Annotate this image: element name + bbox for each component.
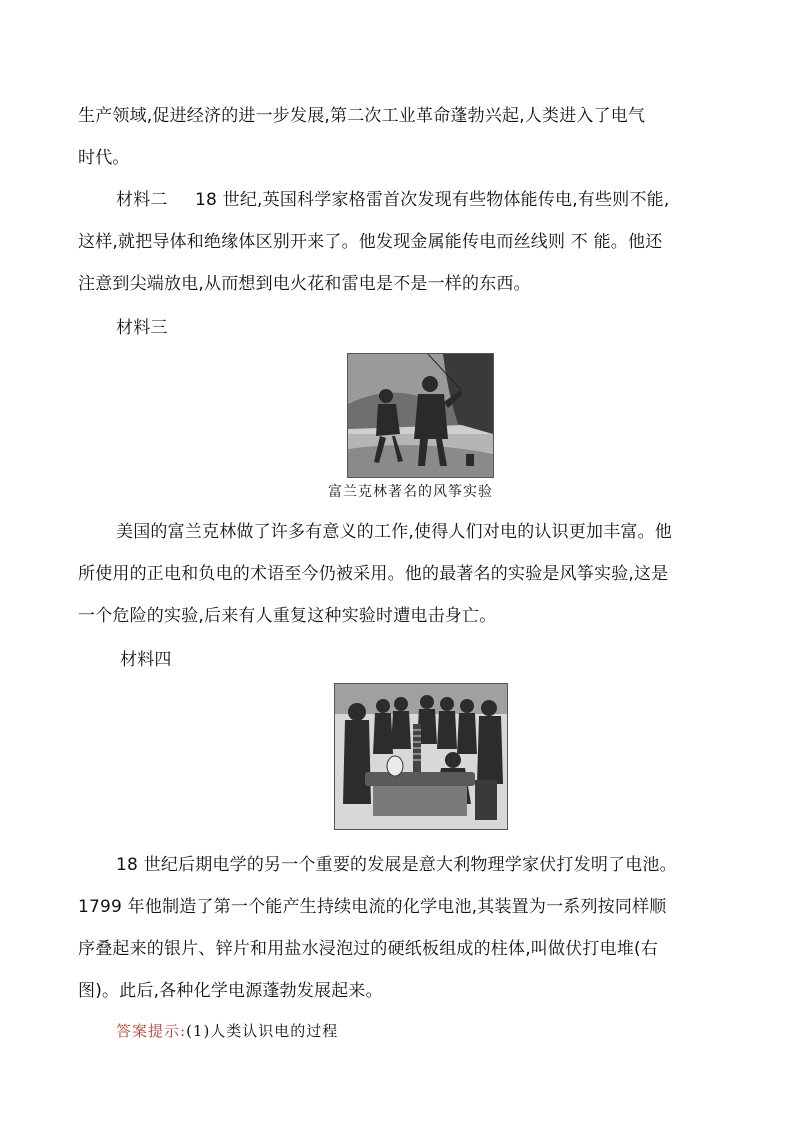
paragraph-line: 时代。 <box>78 148 130 168</box>
paragraph-line: 生产领域,促进经济的进一步发展,第二次工业革命蓬勃兴起,人类进入了电气 <box>78 106 646 126</box>
paragraph-line: 18 世纪,英国科学家格雷首次发现有些物体能传电,有些则不能, <box>195 190 670 210</box>
kite-experiment-illustration <box>347 353 494 478</box>
voltaic-pile-illustration <box>334 683 508 830</box>
paragraph-line: 图)。此后,各种化学电源蓬勃发展起来。 <box>78 981 383 1001</box>
paragraph-line: 所使用的正电和负电的术语至今仍被采用。他的最著名的实验是风筝实验,这是 <box>78 564 669 584</box>
answer-hint-label: 答案提示: <box>116 1022 187 1040</box>
material-three-label: 材料三 <box>116 318 168 338</box>
paragraph-line: 美国的富兰克林做了许多有意义的工作,使得人们对电的认识更加丰富。他 <box>116 522 673 542</box>
answer-hint <box>116 1021 338 1041</box>
paragraph-line: 序叠起来的银片、锌片和用盐水浸泡过的硬纸板组成的柱体,叫做伏打电堆(右 <box>78 939 659 959</box>
material-two-label: 材料二 <box>116 190 168 210</box>
material-four-label: 材料四 <box>120 650 172 670</box>
kite-experiment-caption: 富兰克林著名的风筝实验 <box>328 484 493 500</box>
answer-hint-text: (1)人类认识电的过程 <box>186 1022 339 1040</box>
paragraph-line: 这样,就把导体和绝缘体区别开来了。他发现金属能传电而丝线则 不 能。他还 <box>78 232 663 252</box>
paragraph-line: 注意到尖端放电,从而想到电火花和雷电是不是一样的东西。 <box>78 274 531 294</box>
paragraph-line: 一个危险的实验,后来有人重复这种实验时遭电击身亡。 <box>78 606 497 626</box>
paragraph-line: 18 世纪后期电学的另一个重要的发展是意大利物理学家伏打发明了电池。 <box>116 855 677 875</box>
paragraph-line: 1799 年他制造了第一个能产生持续电流的化学电池,其装置为一系列按同样顺 <box>78 897 667 917</box>
